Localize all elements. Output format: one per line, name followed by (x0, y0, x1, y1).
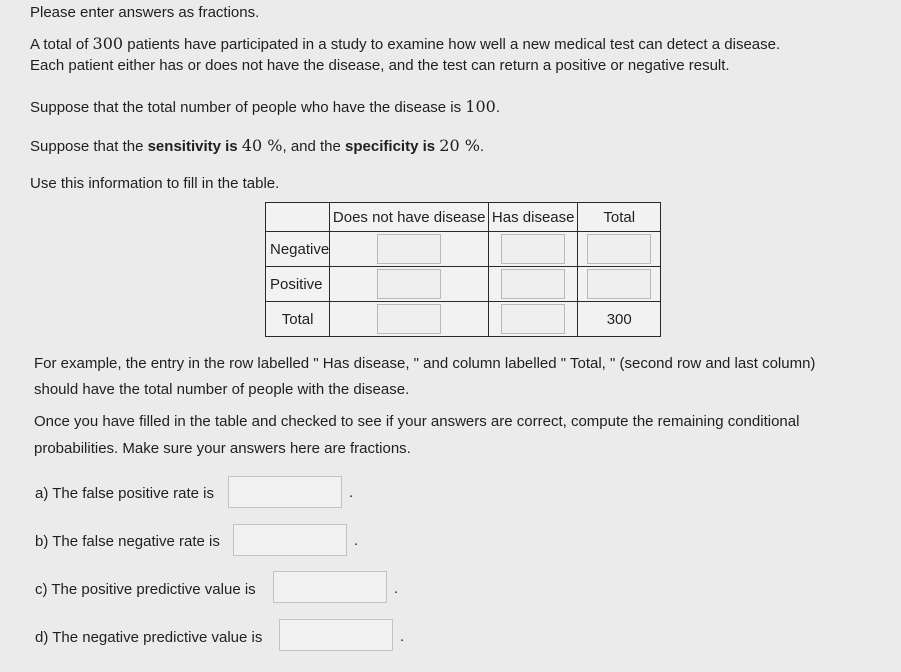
cell-positive-has-disease (489, 267, 578, 302)
question-c-period: . (394, 580, 399, 597)
spec-post: . (479, 138, 485, 155)
input-total-has-disease[interactable] (501, 304, 565, 334)
table-row-total (266, 302, 661, 337)
disease-total-sentence (30, 97, 500, 116)
specificity-value: 20 % (439, 136, 480, 155)
header-has-disease: Has disease (489, 203, 578, 232)
sens-mid1: is (220, 138, 242, 155)
followup-line-1: Once you have filled in the table and checked to see if your answers are correct, compute the remaining conditional (34, 413, 800, 430)
cell-negative-total (578, 232, 661, 267)
header-total: Total (578, 203, 661, 232)
input-positive-total[interactable] (587, 269, 651, 299)
input-total-no-disease[interactable] (377, 304, 441, 334)
contingency-table (265, 202, 661, 337)
answer-negative-predictive-value[interactable] (279, 619, 393, 651)
cell-grand-total: 300 (578, 302, 661, 337)
question-d-period: . (400, 628, 405, 645)
example-line-1: For example, the entry in the row labelled " Has disease, " and column labelled " Total, " (second row and last column) (34, 355, 816, 372)
sens-pre: Suppose that the (30, 138, 148, 155)
question-d-label: d) The negative predictive value is (35, 629, 263, 646)
input-positive-no-disease[interactable] (377, 269, 441, 299)
input-negative-no-disease[interactable] (377, 234, 441, 264)
disease-total-value: 100 (465, 97, 496, 116)
row-label-total: Total (266, 302, 330, 337)
specificity-label: specificity (345, 138, 419, 155)
followup-line-2: probabilities. Make sure your answers here are fractions. (34, 440, 411, 457)
question-b-period: . (354, 532, 359, 549)
table-header-row (266, 203, 661, 232)
disease-total-pre: Suppose that the total number of people who have the disease is (30, 99, 466, 116)
intro-text-pre: A total of (30, 36, 93, 53)
intro-text-post: patients have participated in a study to examine how well a new medical test can detect a disease. (123, 36, 781, 53)
question-c-label: c) The positive predictive value is (35, 581, 256, 598)
table-row-negative (266, 232, 661, 267)
table-row-positive (266, 267, 661, 302)
header-no-disease: Does not have disease (330, 203, 489, 232)
question-b-label: b) The false negative rate is (35, 533, 220, 550)
cell-positive-total (578, 267, 661, 302)
cell-total-has-disease (489, 302, 578, 337)
cell-total-no-disease (330, 302, 489, 337)
example-line-2: should have the total number of people with the disease. (34, 381, 410, 398)
sens-mid2: , and the (282, 138, 346, 155)
input-negative-total[interactable] (587, 234, 651, 264)
intro-line-2: Each patient either has or does not have the disease, and the test can return a positive or negative result. (30, 57, 730, 74)
intro-line-1 (30, 34, 780, 53)
sensitivity-label: sensitivity (147, 138, 221, 155)
answer-false-negative-rate[interactable] (233, 524, 347, 556)
row-label-positive: Positive (266, 267, 330, 302)
row-label-negative: Negative (266, 232, 330, 267)
answer-positive-predictive-value[interactable] (273, 571, 387, 603)
cell-positive-no-disease (330, 267, 489, 302)
input-negative-has-disease[interactable] (501, 234, 565, 264)
total-patients-value: 300 (92, 34, 124, 53)
table-corner-cell (266, 203, 330, 232)
question-a-label: a) The false positive rate is (35, 485, 214, 502)
spec-mid3: is (418, 138, 440, 155)
sensitivity-specificity-sentence (30, 136, 484, 155)
instruction-text: Please enter answers as fractions. (30, 4, 260, 21)
input-positive-has-disease[interactable] (501, 269, 565, 299)
sensitivity-value: 40 % (241, 136, 283, 155)
answer-false-positive-rate[interactable] (228, 476, 342, 508)
question-a-period: . (349, 484, 354, 501)
cell-negative-no-disease (330, 232, 489, 267)
table-instruction: Use this information to fill in the table. (30, 175, 280, 192)
cell-negative-has-disease (489, 232, 578, 267)
disease-total-post: . (495, 99, 501, 116)
